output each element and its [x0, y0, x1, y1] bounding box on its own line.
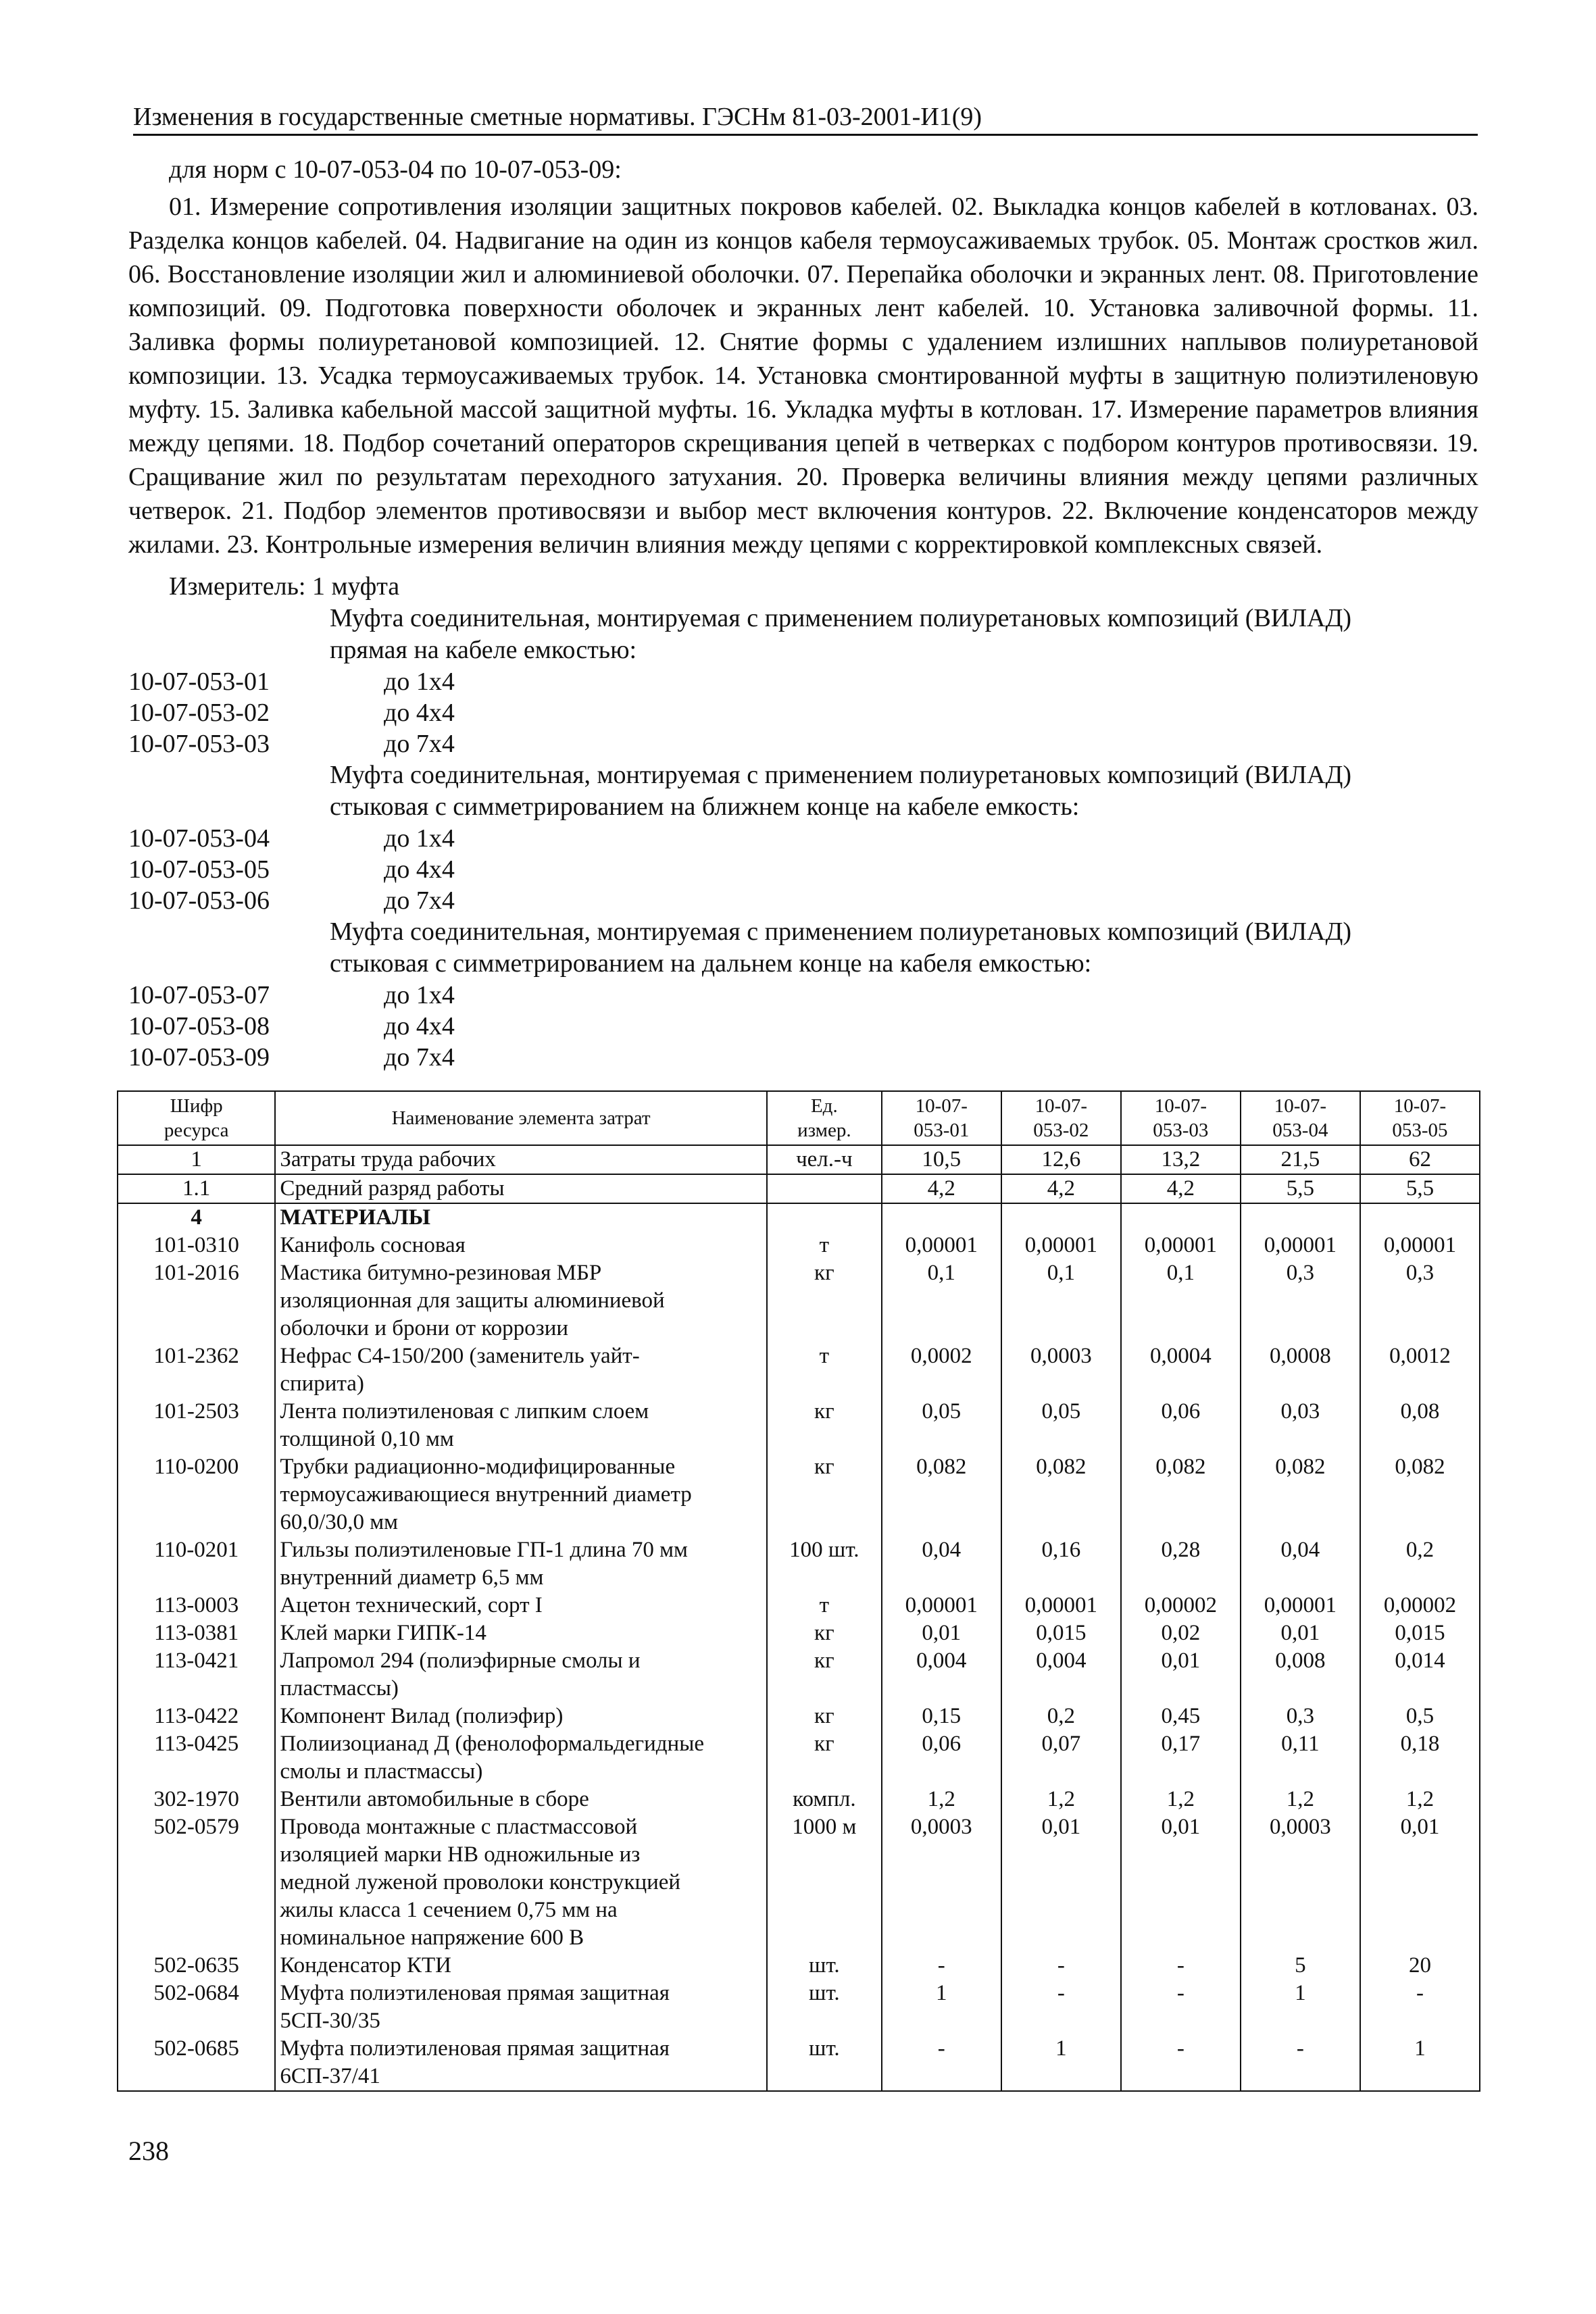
unit-cell: кг	[767, 1453, 882, 1536]
value-cell: 0,01	[1121, 1647, 1241, 1703]
value-cell: 0,03	[1241, 1398, 1360, 1453]
norm-capacity: до 1х4	[384, 824, 455, 853]
value-cell: 0,008	[1241, 1647, 1360, 1703]
unit-cell: 1000 м	[767, 1813, 882, 1952]
value-cell: 1,2	[1121, 1786, 1241, 1813]
value-cell: 0,1	[882, 1259, 1001, 1342]
norm-code: 10-07-053-05	[128, 855, 270, 884]
unit-cell: кг	[767, 1703, 882, 1730]
resource-code: 101-0310	[118, 1232, 275, 1259]
table-row	[118, 1703, 1480, 1730]
header-resource-code: Шифр ресурса	[118, 1091, 275, 1145]
value-cell: 0,00001	[882, 1232, 1001, 1259]
table-row	[118, 1342, 1480, 1398]
group-subtitle: стыковая с симметрированием на дальнем конце на кабеля емкостью:	[330, 949, 1092, 978]
unit-cell: шт.	[767, 2035, 882, 2091]
table-row	[118, 1145, 1480, 1174]
item-name-line: Нефрас С4-150/200 (заменитель уайт-	[280, 1344, 640, 1368]
value-cell: 0,45	[1121, 1703, 1241, 1730]
value-cell: 0,0012	[1360, 1342, 1480, 1398]
resource-code: 302-1970	[118, 1786, 275, 1813]
item-name	[275, 1730, 767, 1786]
item-name-line: Гильзы полиэтиленовые ГП-1 длина 70 мм	[280, 1538, 688, 1562]
item-name-line: Компонент Вилад (полиэфир)	[280, 1704, 564, 1728]
value-cell: 12,6	[1001, 1145, 1121, 1174]
table-row	[118, 2035, 1480, 2091]
value-cell: -	[1001, 1980, 1121, 2035]
norm-code: 10-07-053-09	[128, 1043, 270, 1072]
item-name-line: медной луженой проволоки конструкцией	[280, 1870, 681, 1894]
unit-cell: чел.-ч	[767, 1145, 882, 1174]
norm-capacity: до 7х4	[384, 730, 455, 758]
header-unit: Ед. измер.	[767, 1091, 882, 1145]
item-name	[275, 1398, 767, 1453]
group-title: Муфта соединительная, монтируемая с применением полиуретановых композиций (ВИЛАД)	[330, 917, 1352, 946]
value-cell: -	[1121, 1980, 1241, 2035]
item-name-line: Лапромол 294 (полиэфирные смолы и	[280, 1649, 641, 1673]
value-cell: 0,5	[1360, 1703, 1480, 1730]
value-cell: 0,3	[1241, 1259, 1360, 1342]
item-name-line: Полиизоцианад Д (фенолоформальдегидные	[280, 1732, 705, 1756]
value-cell: 0,082	[1001, 1453, 1121, 1536]
table-row	[118, 1730, 1480, 1786]
value-cell: -	[882, 1952, 1001, 1980]
value-cell: 0,01	[1121, 1813, 1241, 1952]
unit-cell: т	[767, 1232, 882, 1259]
value-cell: 0,00002	[1360, 1592, 1480, 1619]
item-name	[275, 1647, 767, 1703]
norm-code: 10-07-053-04	[128, 824, 270, 853]
value-cell: 0,00001	[1001, 1592, 1121, 1619]
unit-cell	[767, 1174, 882, 1203]
norm-specifications	[128, 603, 1480, 1073]
item-name-line: толщиной 0,10 мм	[280, 1427, 454, 1451]
item-name-line: внутренний диаметр 6,5 мм	[280, 1565, 544, 1590]
table-row	[118, 1453, 1480, 1536]
item-name-line: оболочки и брони от коррозии	[280, 1316, 569, 1340]
item-name-line: 6СП-37/41	[280, 2064, 380, 2088]
resource-code: 101-2503	[118, 1398, 275, 1453]
running-header: Изменения в государственные сметные нормативы. ГЭСНм 81-03-2001-И1(9)	[133, 101, 1478, 136]
value-cell: 0,2	[1001, 1703, 1121, 1730]
norm-code: 10-07-053-06	[128, 886, 270, 915]
resource-code: 113-0381	[118, 1619, 275, 1647]
norms-range-note: для норм с 10-07-053-04 по 10-07-053-09:	[169, 155, 622, 184]
unit-cell: кг	[767, 1730, 882, 1786]
item-name-line: 5СП-30/35	[280, 2009, 380, 2033]
resource-code: 1.1	[118, 1174, 275, 1203]
item-name	[275, 1592, 767, 1619]
table-row	[118, 1786, 1480, 1813]
operations-list: 01. Измерение сопротивления изоляции защитных покровов кабелей. 02. Выкладка концов кабелей в котлованах. 03. Разделка концов кабелей. 04. Надвигание на один из концов кабеля термоусаживаемых трубок. 05. Монтаж сростков жил. 06. Восстановление изоляции жил и алюминиевой оболочки. 07. Перепайка оболочки и экранных лент. 08. Приготовление композиций. 09. Подготовка поверхности оболочек и экранных лент кабелей. 10. Установка заливочной формы. 11. Заливка формы полиуретановой композицией. 12. Снятие формы с удалением излишних наплывов полиуретановой композиции. 13. Усадка термоусаживаемых трубок. 14. Установка смонтированной муфты в защитную полиэтиленовую муфту. 15. Заливка кабельной массой защитной муфты. 16. Укладка муфты в котлован. 17. Измерение параметров влияния между цепями. 18. Подбор сочетаний операторов скрещивания цепей в четверках с подбором контуров противосвязи. 19. Сращивание жил по результатам переходного затухания. 20. Проверка величины влияния между цепями различных четверок. 21. Подбор элементов противосвязи и выбор мест включения контуров. 22. Включение конденсаторов между жилами. 23. Контрольные измерения величин влияния между цепями с корректировкой комплексных связей.	[128, 193, 1478, 559]
item-name-line: Вентили автомобильные в сборе	[280, 1787, 589, 1811]
table-row	[118, 1647, 1480, 1703]
value-cell: 0,082	[1121, 1453, 1241, 1536]
table-row	[118, 1259, 1480, 1342]
value-cell: -	[1121, 1952, 1241, 1980]
value-cell: 0,00001	[882, 1592, 1001, 1619]
value-cell: 0,01	[882, 1619, 1001, 1647]
norm-capacity: до 4х4	[384, 1012, 455, 1040]
norm-capacity: до 7х4	[384, 886, 455, 915]
item-name-line: пластмассы)	[280, 1676, 399, 1701]
value-cell: 1	[1360, 2035, 1480, 2091]
value-cell: 0,05	[1001, 1398, 1121, 1453]
header-norm-col: 10-07- 053-05	[1360, 1091, 1480, 1145]
value-cell: 0,082	[1241, 1453, 1360, 1536]
value-cell: 21,5	[1241, 1145, 1360, 1174]
value-cell: 0,06	[1121, 1398, 1241, 1453]
empty-cell	[1360, 1203, 1480, 1232]
group-title: Муфта соединительная, монтируемая с применением полиуретановых композиций (ВИЛАД)	[330, 761, 1352, 789]
unit-cell: т	[767, 1592, 882, 1619]
item-name-line: Мастика битумно-резиновая МБР	[280, 1261, 602, 1285]
norm-capacity: до 4х4	[384, 699, 455, 727]
value-cell: 0,00001	[1241, 1232, 1360, 1259]
norm-code-row	[128, 885, 1480, 916]
value-cell: 0,01	[1360, 1813, 1480, 1952]
value-cell: 0,15	[882, 1703, 1001, 1730]
item-name: Средний разряд работы	[275, 1174, 767, 1203]
item-name-line: Канифоль сосновая	[280, 1233, 466, 1257]
value-cell: 0,1	[1001, 1259, 1121, 1342]
unit-cell: 100 шт.	[767, 1536, 882, 1592]
item-name	[275, 2035, 767, 2091]
value-cell: 0,3	[1241, 1703, 1360, 1730]
value-cell: 0,0004	[1121, 1342, 1241, 1398]
value-cell: 0,0003	[1241, 1813, 1360, 1952]
value-cell: 0,11	[1241, 1730, 1360, 1786]
item-name	[275, 1980, 767, 2035]
resource-table-body	[118, 1145, 1480, 2091]
header-norm-col: 10-07- 053-04	[1241, 1091, 1360, 1145]
item-name	[275, 1342, 767, 1398]
item-name-line: жилы класса 1 сечением 0,75 мм на	[280, 1898, 618, 1922]
value-cell: -	[1241, 2035, 1360, 2091]
norm-code: 10-07-053-08	[128, 1012, 270, 1040]
item-name	[275, 1619, 767, 1647]
resource-code: 113-0425	[118, 1730, 275, 1786]
value-cell: 0,015	[1360, 1619, 1480, 1647]
norm-code-row	[128, 823, 1480, 854]
value-cell: 1,2	[1360, 1786, 1480, 1813]
value-cell: 13,2	[1121, 1145, 1241, 1174]
empty-cell	[767, 1203, 882, 1232]
resource-code: 502-0579	[118, 1813, 275, 1952]
item-name-line: 60,0/30,0 мм	[280, 1510, 398, 1534]
value-cell: 0,0003	[1001, 1342, 1121, 1398]
resource-code: 101-2362	[118, 1342, 275, 1398]
table-row	[118, 1592, 1480, 1619]
item-name-line: Провода монтажные с пластмассовой	[280, 1815, 638, 1839]
section-code: 4	[118, 1203, 275, 1232]
resource-table	[117, 1090, 1480, 2092]
norm-code: 10-07-053-02	[128, 699, 270, 727]
item-name-line: смолы и пластмассы)	[280, 1759, 483, 1784]
value-cell: -	[1121, 2035, 1241, 2091]
norm-code-row	[128, 980, 1480, 1011]
item-name-line: изоляционная для защиты алюминиевой	[280, 1288, 665, 1313]
group-title: Муфта соединительная, монтируемая с применением полиуретановых композиций (ВИЛАД)	[330, 604, 1352, 632]
value-cell: 0,18	[1360, 1730, 1480, 1786]
item-name	[275, 1232, 767, 1259]
table-row	[118, 1952, 1480, 1980]
empty-cell	[882, 1203, 1001, 1232]
table-row	[118, 1980, 1480, 2035]
table-row	[118, 1536, 1480, 1592]
value-cell: 0,06	[882, 1730, 1001, 1786]
item-name	[275, 1259, 767, 1342]
norm-capacity: до 1х4	[384, 981, 455, 1009]
norm-code: 10-07-053-01	[128, 668, 270, 696]
table-row	[118, 1813, 1480, 1952]
empty-cell	[1241, 1203, 1360, 1232]
value-cell: 0,3	[1360, 1259, 1480, 1342]
norm-code-row	[128, 728, 1480, 759]
value-cell: 0,015	[1001, 1619, 1121, 1647]
value-cell: 1	[1241, 1980, 1360, 2035]
value-cell: 5,5	[1241, 1174, 1360, 1203]
value-cell: 0,01	[1241, 1619, 1360, 1647]
norm-code-row	[128, 666, 1480, 697]
unit-cell: кг	[767, 1619, 882, 1647]
unit-cell: т	[767, 1342, 882, 1398]
item-name	[275, 1813, 767, 1952]
group-subtitle: прямая на кабеле емкостью:	[330, 636, 637, 664]
resource-code: 113-0003	[118, 1592, 275, 1619]
value-cell: 0,004	[1001, 1647, 1121, 1703]
empty-cell	[1001, 1203, 1121, 1232]
unit-cell: шт.	[767, 1980, 882, 2035]
table-header-row	[118, 1091, 1480, 1145]
value-cell: 0,00001	[1360, 1232, 1480, 1259]
item-name-line: Лента полиэтиленовая с липким слоем	[280, 1399, 649, 1424]
norm-capacity: до 7х4	[384, 1043, 455, 1072]
resource-code: 101-2016	[118, 1259, 275, 1342]
value-cell: -	[1360, 1980, 1480, 2035]
item-name	[275, 1786, 767, 1813]
empty-cell	[1121, 1203, 1241, 1232]
resource-code: 110-0200	[118, 1453, 275, 1536]
item-name-line: термоусаживающиеся внутренний диаметр	[280, 1482, 692, 1507]
unit-cell: кг	[767, 1647, 882, 1703]
value-cell: 0,00001	[1001, 1232, 1121, 1259]
value-cell: 20	[1360, 1952, 1480, 1980]
value-cell: 1,2	[1241, 1786, 1360, 1813]
resource-code: 502-0685	[118, 2035, 275, 2091]
value-cell: 0,082	[882, 1453, 1001, 1536]
resource-code: 502-0684	[118, 1980, 275, 2035]
value-cell: 0,2	[1360, 1536, 1480, 1592]
header-norm-col: 10-07- 053-01	[882, 1091, 1001, 1145]
group-subtitle: стыковая с симметрированием на ближнем конце на кабеле емкость:	[330, 793, 1080, 821]
header-item-name: Наименование элемента затрат	[275, 1091, 767, 1145]
value-cell: 0,02	[1121, 1619, 1241, 1647]
value-cell: 0,00002	[1121, 1592, 1241, 1619]
resource-code: 113-0421	[118, 1647, 275, 1703]
table-row	[118, 1174, 1480, 1203]
value-cell: 4,2	[1001, 1174, 1121, 1203]
value-cell: 0,014	[1360, 1647, 1480, 1703]
resource-code: 1	[118, 1145, 275, 1174]
item-name-line: спирита)	[280, 1372, 364, 1396]
value-cell: 1,2	[1001, 1786, 1121, 1813]
section-title: МАТЕРИАЛЫ	[275, 1203, 767, 1232]
resource-code: 502-0635	[118, 1952, 275, 1980]
value-cell: 4,2	[882, 1174, 1001, 1203]
value-cell: 5	[1241, 1952, 1360, 1980]
header-norm-col: 10-07- 053-02	[1001, 1091, 1121, 1145]
unit-cell: кг	[767, 1398, 882, 1453]
value-cell: -	[1001, 1952, 1121, 1980]
value-cell: -	[882, 2035, 1001, 2091]
value-cell: 0,0003	[882, 1813, 1001, 1952]
value-cell: 1,2	[882, 1786, 1001, 1813]
item-name-line: Муфта полиэтиленовая прямая защитная	[280, 1981, 670, 2005]
value-cell: 0,17	[1121, 1730, 1241, 1786]
resource-code: 110-0201	[118, 1536, 275, 1592]
value-cell: 10,5	[882, 1145, 1001, 1174]
norm-capacity: до 4х4	[384, 855, 455, 884]
table-row	[118, 1619, 1480, 1647]
resource-code: 113-0422	[118, 1703, 275, 1730]
item-name-line: Ацетон технический, сорт I	[280, 1593, 543, 1617]
unit-cell: кг	[767, 1259, 882, 1342]
norm-code-row	[128, 854, 1480, 885]
unit-cell: шт.	[767, 1952, 882, 1980]
item-name-line: Клей марки ГИПК-14	[280, 1621, 487, 1645]
value-cell: 0,04	[882, 1536, 1001, 1592]
value-cell: 0,16	[1001, 1536, 1121, 1592]
norm-code-row	[128, 1042, 1480, 1073]
value-cell: 0,004	[882, 1647, 1001, 1703]
measurement-unit: Измеритель: 1 муфта	[169, 572, 400, 601]
page-number: 238	[128, 2136, 169, 2166]
header-norm-col: 10-07- 053-03	[1121, 1091, 1241, 1145]
value-cell: 0,0002	[882, 1342, 1001, 1398]
value-cell: 0,0008	[1241, 1342, 1360, 1398]
value-cell: 0,04	[1241, 1536, 1360, 1592]
value-cell: 1	[882, 1980, 1001, 2035]
value-cell: 0,28	[1121, 1536, 1241, 1592]
value-cell: 62	[1360, 1145, 1480, 1174]
item-name	[275, 1703, 767, 1730]
table-row	[118, 1398, 1480, 1453]
item-name	[275, 1536, 767, 1592]
materials-section-row	[118, 1203, 1480, 1232]
value-cell: 0,00001	[1121, 1232, 1241, 1259]
item-name-line: Муфта полиэтиленовая прямая защитная	[280, 2036, 670, 2061]
value-cell: 0,07	[1001, 1730, 1121, 1786]
value-cell: 5,5	[1360, 1174, 1480, 1203]
value-cell: 1	[1001, 2035, 1121, 2091]
value-cell: 0,1	[1121, 1259, 1241, 1342]
unit-cell: компл.	[767, 1786, 882, 1813]
norm-code: 10-07-053-07	[128, 981, 270, 1009]
value-cell: 0,05	[882, 1398, 1001, 1453]
item-name-line: Трубки радиационно-модифицированные	[280, 1455, 676, 1479]
value-cell: 0,00001	[1241, 1592, 1360, 1619]
item-name-line: изоляцией марки НВ одножильные из	[280, 1842, 641, 1867]
norm-capacity: до 1х4	[384, 668, 455, 696]
value-cell: 0,08	[1360, 1398, 1480, 1453]
value-cell: 0,01	[1001, 1813, 1121, 1952]
item-name: Затраты труда рабочих	[275, 1145, 767, 1174]
norm-code-row	[128, 697, 1480, 728]
norm-code-row	[128, 1011, 1480, 1042]
norm-code: 10-07-053-03	[128, 730, 270, 758]
item-name-line: номинальное напряжение 600 В	[280, 1926, 584, 1950]
table-row	[118, 1232, 1480, 1259]
value-cell: 4,2	[1121, 1174, 1241, 1203]
item-name	[275, 1952, 767, 1980]
item-name	[275, 1453, 767, 1536]
value-cell: 0,082	[1360, 1453, 1480, 1536]
item-name-line: Конденсатор КТИ	[280, 1953, 452, 1978]
